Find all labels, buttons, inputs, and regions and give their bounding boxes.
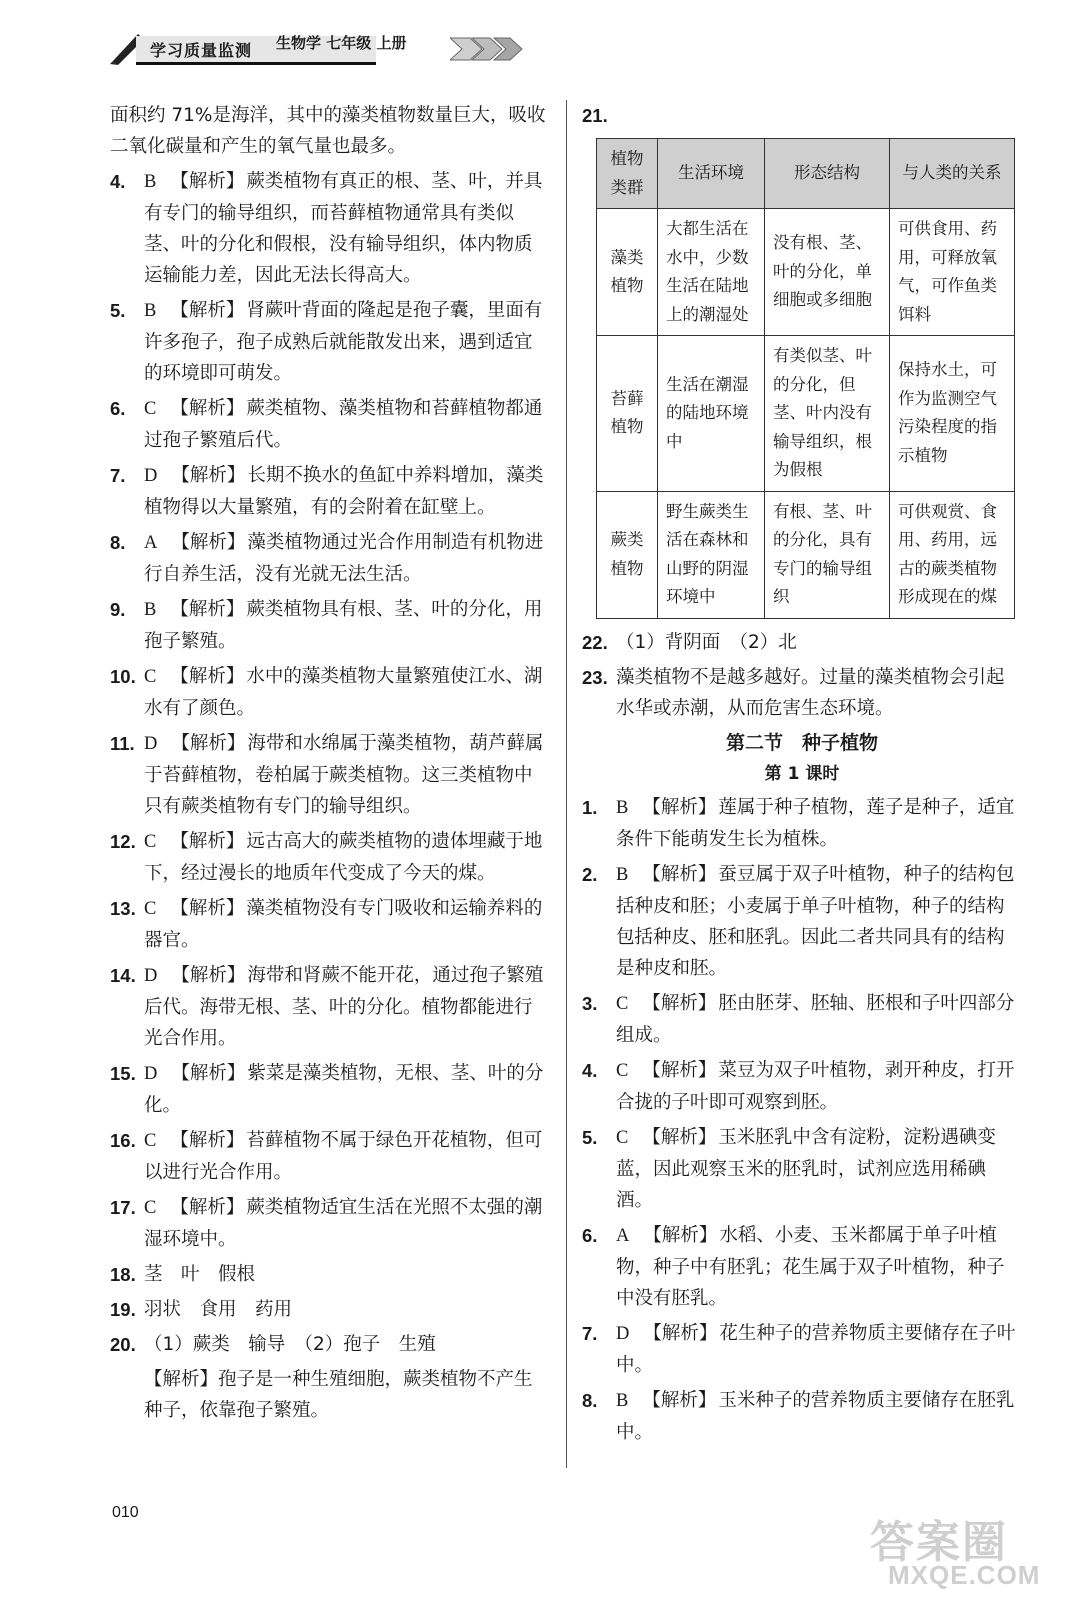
question-item: 5. B 【解析】 肾蕨叶背面的隆起是孢子囊，里面有许多孢子，孢子成熟后就能散发出来，遇到适宜的环境即可萌发。 bbox=[110, 300, 543, 384]
table-header-row bbox=[597, 139, 1015, 209]
question-item: 2. B 【解析】 蚕豆属于双子叶植物，种子的结构包括种皮和胚；小麦属于单子叶植物，种子的结构包括种皮、胚和胚乳。因此二者共同具有的结构是种皮和胚。 bbox=[582, 863, 1015, 979]
question-item: 13. C 【解析】 藻类植物没有专门吸收和运输养料的器官。 bbox=[110, 898, 543, 951]
table-cell: 苔藓植物 bbox=[597, 336, 658, 492]
question-item: 23. 藻类植物不是越多越好。过量的藻类植物会引起水华或赤潮，从而危害生态环境。 bbox=[582, 666, 1005, 719]
question-item: 8. A 【解析】 藻类植物通过光合作用制造有机物进行自养生活，没有光就无法生活。 bbox=[110, 532, 544, 585]
question-item: 1. B 【解析】 莲属于种子植物，莲子是种子，适宜条件下能萌发生长为植株。 bbox=[582, 796, 1015, 850]
table-row bbox=[597, 491, 1015, 618]
question-item: 19. 羽状 食用 药用 bbox=[110, 1299, 293, 1320]
table-cell: 有根、茎、叶的分化，具有专门的输导组织 bbox=[765, 491, 890, 618]
question-item: 16. C 【解析】 苔藓植物不属于绿色开花植物，但可以进行光合作用。 bbox=[110, 1130, 543, 1183]
question-item: 11. D 【解析】 海带和水绵属于藻类植物，葫芦藓属于苔藓植物，卷柏属于蕨类植物。这三类植物中只有蕨类植物有专门的输导组织。 bbox=[110, 733, 544, 817]
watermark-url: MXQE.COM bbox=[888, 1560, 1041, 1590]
column-divider bbox=[566, 100, 567, 1468]
continued-answer: 面积约 71%是海洋，其中的藻类植物数量巨大，吸收二氧化碳量和产生的氧气量也最多。 bbox=[110, 105, 546, 157]
page-header bbox=[108, 30, 548, 66]
question-item: 12. C 【解析】 远古高大的蕨类植物的遗体埋藏于地下，经过漫长的地质年代变成了今天的煤。 bbox=[110, 831, 543, 884]
table-cell: 大都生活在水中，少数生活在陆地上的潮湿处 bbox=[658, 209, 765, 336]
question-item: 4. B 【解析】 蕨类植物有真正的根、茎、叶，并具有专门的输导组织，而苔藓植物通常具有类似茎、叶的分化和假根，没有输导组织，体内物质运输能力差，因此无法长得高大。 bbox=[110, 171, 543, 286]
plant-groups-table bbox=[596, 138, 1015, 619]
table-cell: 蕨类植物 bbox=[597, 491, 658, 618]
table-cell: 有类似茎、叶的分化，但茎、叶内没有输导组织，根为假根 bbox=[765, 336, 890, 492]
table-cell: 可供食用、药用，可释放氧气，可作鱼类饵料 bbox=[890, 209, 1015, 336]
question-item: 3. C 【解析】 胚由胚芽、胚轴、胚根和子叶四部分组成。 bbox=[582, 992, 1015, 1046]
right-column bbox=[582, 100, 1022, 1452]
table-header-cell: 植物类群 bbox=[597, 139, 658, 209]
watermark-logo bbox=[862, 1506, 1052, 1596]
question-item: 15. D 【解析】 紫菜是藻类植物，无根、茎、叶的分化。 bbox=[110, 1063, 544, 1116]
question-item: 6. C 【解析】 蕨类植物、藻类植物和苔藓植物都通过孢子繁殖后代。 bbox=[110, 398, 543, 451]
question-item: 17. C 【解析】 蕨类植物适宜生活在光照不太强的潮湿环境中。 bbox=[110, 1197, 543, 1250]
question-21-label: 21. bbox=[582, 105, 608, 126]
subject-title: 生物学 七年级 上册 bbox=[276, 34, 407, 52]
table-cell: 野生蕨类生活在森林和山野的阴湿环境中 bbox=[658, 491, 765, 618]
table-cell: 保持水土，可作为监测空气污染程度的指示植物 bbox=[890, 336, 1015, 492]
table-cell: 藻类植物 bbox=[597, 209, 658, 336]
question-item: 18. 茎 叶 假根 bbox=[110, 1264, 256, 1285]
table-cell: 生活在潮湿的陆地环境中 bbox=[658, 336, 765, 492]
question-item: 4. C 【解析】 菜豆为双子叶植物，剥开种皮，打开合拢的子叶即可观察到胚。 bbox=[582, 1059, 1015, 1113]
question-item: 8. B 【解析】 玉米种子的营养物质主要储存在胚乳中。 bbox=[582, 1389, 1015, 1443]
table-cell: 没有根、茎、叶的分化，单细胞或多细胞 bbox=[765, 209, 890, 336]
question-item: 20. （1）蕨类 输导 （2）孢子 生殖 bbox=[110, 1334, 436, 1355]
section-title: 第二节 种子植物 bbox=[725, 731, 878, 754]
question-item: 10. C 【解析】 水中的藻类植物大量繁殖使江水、湖水有了颜色。 bbox=[110, 666, 543, 719]
analysis-note: 【解析】孢子是一种生殖细胞，蕨类植物不产生种子，依靠孢子繁殖。 bbox=[144, 1369, 533, 1421]
question-item: 14. D 【解析】 海带和肾蕨不能开花，通过孢子繁殖后代。海带无根、茎、叶的分化。植物都能进行光合作用。 bbox=[110, 965, 544, 1049]
table-header-cell: 形态结构 bbox=[765, 139, 890, 209]
watermark-text: 答案圈 bbox=[870, 1517, 1008, 1568]
table-row bbox=[597, 209, 1015, 336]
lesson-title: 第 1 课时 bbox=[764, 763, 840, 784]
table-header-cell: 与人类的关系 bbox=[890, 139, 1015, 209]
question-item: 22. （1）背阴面 （2）北 bbox=[582, 631, 797, 653]
question-item: 9. B 【解析】 蕨类植物具有根、茎、叶的分化，用孢子繁殖。 bbox=[110, 599, 543, 652]
table-row bbox=[597, 336, 1015, 492]
chevron-arrows-icon bbox=[450, 36, 530, 62]
table-header-cell: 生活环境 bbox=[658, 139, 765, 209]
question-item: 6. A 【解析】 水稻、小麦、玉米都属于单子叶植物，种子中有胚乳；花生属于双子叶植物，种子中没有胚乳。 bbox=[582, 1224, 1005, 1309]
question-item: 7. D 【解析】 长期不换水的鱼缸中养料增加，藻类植物得以大量繁殖，有的会附着在缸壁上。 bbox=[110, 465, 544, 518]
left-column bbox=[110, 100, 550, 1430]
page-number: 010 bbox=[112, 1504, 139, 1521]
question-item: 7. D 【解析】 花生种子的营养物质主要储存在子叶中。 bbox=[582, 1322, 1016, 1376]
question-item: 5. C 【解析】 玉米胚乳中含有淀粉，淀粉遇碘变蓝，因此观察玉米的胚乳时，试剂应选用稀碘酒。 bbox=[582, 1126, 996, 1211]
series-title: 学习质量监测 bbox=[150, 41, 253, 60]
table-cell: 可供观赏、食用、药用，远古的蕨类植物形成现在的煤 bbox=[890, 491, 1015, 618]
